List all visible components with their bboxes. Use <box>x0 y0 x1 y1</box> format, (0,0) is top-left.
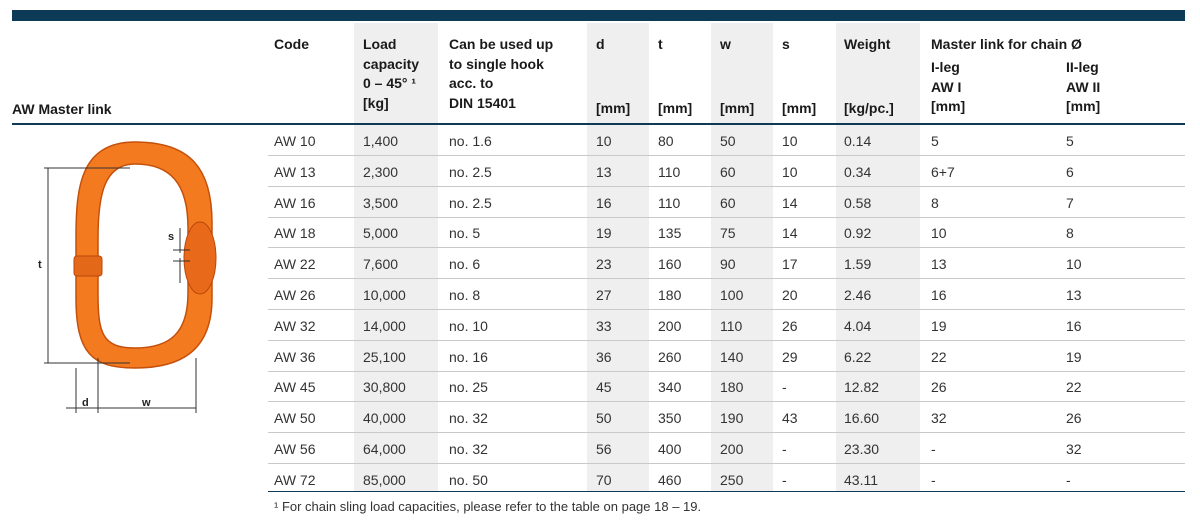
cell-ii-leg: 19 <box>1066 348 1082 365</box>
cell-weight: 6.22 <box>844 348 872 365</box>
cell-hook-size: no. 1.6 <box>449 133 492 149</box>
cell-w: 60 <box>720 163 736 180</box>
footnote: ¹ For chain sling load capacities, please refer to the table on page 18 – 19. <box>274 499 702 514</box>
cell-weight: 0.34 <box>844 163 872 180</box>
cell-code: AW 56 <box>274 441 316 457</box>
unit-s: [mm] <box>782 100 817 116</box>
cell-i-leg: 19 <box>931 317 947 334</box>
cell-t: 460 <box>658 471 682 488</box>
cell-t: 110 <box>658 163 681 180</box>
table-row <box>268 125 1185 156</box>
header-w: w <box>720 36 731 52</box>
cell-w: 250 <box>720 471 744 488</box>
cell-load-capacity: 2,300 <box>363 163 399 180</box>
header-s: s <box>782 36 790 52</box>
header-master-link: Master link for chain Ø <box>931 36 1082 52</box>
cell-d: 50 <box>596 410 612 427</box>
cell-code: AW 16 <box>274 194 316 211</box>
cell-d: 45 <box>596 379 612 396</box>
cell-ii-leg: 32 <box>1066 441 1082 457</box>
cell-hook-size: no. 5 <box>449 225 481 242</box>
cell-d: 70 <box>596 471 612 488</box>
cell-load-capacity: 3,500 <box>363 194 399 211</box>
cell-code: AW 72 <box>274 471 316 488</box>
cell-weight: 1.59 <box>844 256 872 273</box>
cell-s: - <box>782 471 787 488</box>
cell-s: 29 <box>782 348 798 365</box>
cell-i-leg: 26 <box>931 379 947 396</box>
cell-i-leg: 16 <box>931 287 947 303</box>
cell-code: AW 32 <box>274 317 316 334</box>
cell-w: 140 <box>720 348 744 365</box>
header-i-leg: I-leg AW I [mm] <box>931 59 966 114</box>
cell-w: 60 <box>720 194 736 211</box>
cell-load-capacity: 5,000 <box>363 225 399 242</box>
cell-i-leg: - <box>931 441 936 457</box>
cell-s: 10 <box>782 133 798 149</box>
header-code: Code <box>274 36 309 52</box>
cell-load-capacity: 1,400 <box>363 133 399 149</box>
cell-hook-size: no. 25 <box>449 379 488 396</box>
cell-t: 80 <box>658 133 674 149</box>
label-t: t <box>38 259 42 271</box>
cell-ii-leg: 26 <box>1066 410 1082 427</box>
cell-hook-size: no. 32 <box>449 441 488 457</box>
cell-weight: 12.82 <box>844 379 880 396</box>
header-bar <box>12 10 1185 21</box>
table-bottom-line <box>268 491 1185 492</box>
cell-weight: 0.58 <box>844 194 872 211</box>
cell-s: 14 <box>782 225 798 242</box>
unit-weight: [kg/pc.] <box>844 100 894 116</box>
unit-w: [mm] <box>720 100 755 116</box>
cell-code: AW 26 <box>274 287 316 303</box>
cell-w: 75 <box>720 225 736 242</box>
cell-t: 400 <box>658 441 682 457</box>
cell-t: 340 <box>658 379 682 396</box>
cell-d: 10 <box>596 133 612 149</box>
cell-ii-leg: 8 <box>1066 225 1074 242</box>
cell-load-capacity: 14,000 <box>363 317 406 334</box>
cell-weight: 23.30 <box>844 441 880 457</box>
cell-ii-leg: 13 <box>1066 287 1082 303</box>
cell-hook-size: no. 2.5 <box>449 163 492 180</box>
cell-w: 50 <box>720 133 736 149</box>
cell-i-leg: 10 <box>931 225 947 242</box>
table-row <box>268 310 1185 341</box>
cell-w: 200 <box>720 441 744 457</box>
cell-t: 135 <box>658 225 682 242</box>
cell-i-leg: 22 <box>931 348 947 365</box>
cell-hook-size: no. 32 <box>449 410 488 427</box>
cell-s: 43 <box>782 410 798 427</box>
cell-load-capacity: 7,600 <box>363 256 399 273</box>
cell-ii-leg: 22 <box>1066 379 1082 396</box>
table-row <box>268 279 1185 310</box>
table-row <box>268 156 1185 187</box>
cell-weight: 43.11 <box>844 471 878 488</box>
cell-d: 23 <box>596 256 612 273</box>
cell-code: AW 50 <box>274 410 316 427</box>
unit-t: [mm] <box>658 100 693 116</box>
cell-ii-leg: 6 <box>1066 163 1074 180</box>
cell-hook-size: no. 8 <box>449 287 481 303</box>
label-s: s <box>168 231 175 243</box>
cell-w: 90 <box>720 256 736 273</box>
cell-i-leg: 32 <box>931 410 947 427</box>
cell-w: 100 <box>720 287 744 303</box>
cell-t: 180 <box>658 287 682 303</box>
cell-s: - <box>782 441 787 457</box>
cell-d: 33 <box>596 317 612 334</box>
cell-code: AW 45 <box>274 379 316 396</box>
master-link-drawing <box>30 128 240 428</box>
cell-w: 110 <box>720 317 743 334</box>
header-hook: Can be used up to single hook acc. to DIN 15401 <box>449 36 554 111</box>
cell-i-leg: 8 <box>931 194 939 211</box>
cell-w: 190 <box>720 410 744 427</box>
cell-ii-leg: 16 <box>1066 317 1082 334</box>
cell-w: 180 <box>720 379 744 396</box>
cell-t: 200 <box>658 317 682 334</box>
cell-code: AW 10 <box>274 133 316 149</box>
cell-hook-size: no. 50 <box>449 471 488 488</box>
cell-d: 19 <box>596 225 612 242</box>
cell-weight: 4.04 <box>844 317 872 334</box>
header-d: d <box>596 36 605 52</box>
cell-load-capacity: 30,800 <box>363 379 406 396</box>
cell-load-capacity: 64,000 <box>363 441 406 457</box>
product-title: AW Master link <box>12 101 112 117</box>
cell-hook-size: no. 10 <box>449 317 488 334</box>
cell-i-leg: - <box>931 471 936 488</box>
cell-ii-leg: 10 <box>1066 256 1082 273</box>
cell-hook-size: no. 2.5 <box>449 194 492 211</box>
cell-load-capacity: 40,000 <box>363 410 406 427</box>
cell-load-capacity: 10,000 <box>363 287 406 303</box>
unit-d: [mm] <box>596 100 631 116</box>
cell-d: 16 <box>596 194 612 211</box>
table-row <box>268 433 1185 464</box>
cell-s: 20 <box>782 287 798 303</box>
cell-d: 56 <box>596 441 612 457</box>
table-row <box>268 402 1185 433</box>
table-row <box>268 248 1185 279</box>
cell-t: 260 <box>658 348 682 365</box>
cell-t: 160 <box>658 256 682 273</box>
table-row <box>268 187 1185 218</box>
cell-weight: 0.14 <box>844 133 872 149</box>
cell-s: - <box>782 379 787 396</box>
cell-d: 13 <box>596 163 612 180</box>
cell-t: 350 <box>658 410 682 427</box>
cell-s: 14 <box>782 194 798 211</box>
table-row <box>268 217 1185 248</box>
cell-code: AW 36 <box>274 348 316 365</box>
header-load-capacity: Load capacity 0 – 45° ¹ [kg] <box>363 36 420 111</box>
master-link-band <box>74 256 102 276</box>
cell-i-leg: 5 <box>931 133 939 149</box>
cell-code: AW 13 <box>274 163 316 180</box>
cell-s: 17 <box>782 256 798 273</box>
cell-load-capacity: 85,000 <box>363 471 406 488</box>
header-ii-leg: II-leg AW II [mm] <box>1066 59 1101 114</box>
cell-code: AW 18 <box>274 225 316 242</box>
cell-hook-size: no. 6 <box>449 256 481 273</box>
header-t: t <box>658 36 663 52</box>
cell-weight: 2.46 <box>844 287 872 303</box>
cell-t: 110 <box>658 194 681 211</box>
cell-i-leg: 13 <box>931 256 947 273</box>
cell-d: 27 <box>596 287 612 303</box>
cell-ii-leg: 7 <box>1066 194 1074 211</box>
header-weight: Weight <box>844 36 891 52</box>
cell-load-capacity: 25,100 <box>363 348 406 365</box>
label-d: d <box>82 397 89 409</box>
cell-s: 10 <box>782 163 798 180</box>
cell-code: AW 22 <box>274 256 316 273</box>
cell-weight: 16.60 <box>844 410 880 427</box>
cell-weight: 0.92 <box>844 225 872 242</box>
table-row <box>268 371 1185 402</box>
cell-ii-leg: 5 <box>1066 133 1074 149</box>
cell-s: 26 <box>782 317 798 334</box>
cell-hook-size: no. 16 <box>449 348 488 365</box>
cell-ii-leg: - <box>1066 471 1071 488</box>
table-row <box>268 341 1185 372</box>
cell-d: 36 <box>596 348 612 365</box>
master-link-weld <box>184 222 216 294</box>
cell-i-leg: 6+7 <box>931 163 955 180</box>
label-w: w <box>142 397 151 409</box>
